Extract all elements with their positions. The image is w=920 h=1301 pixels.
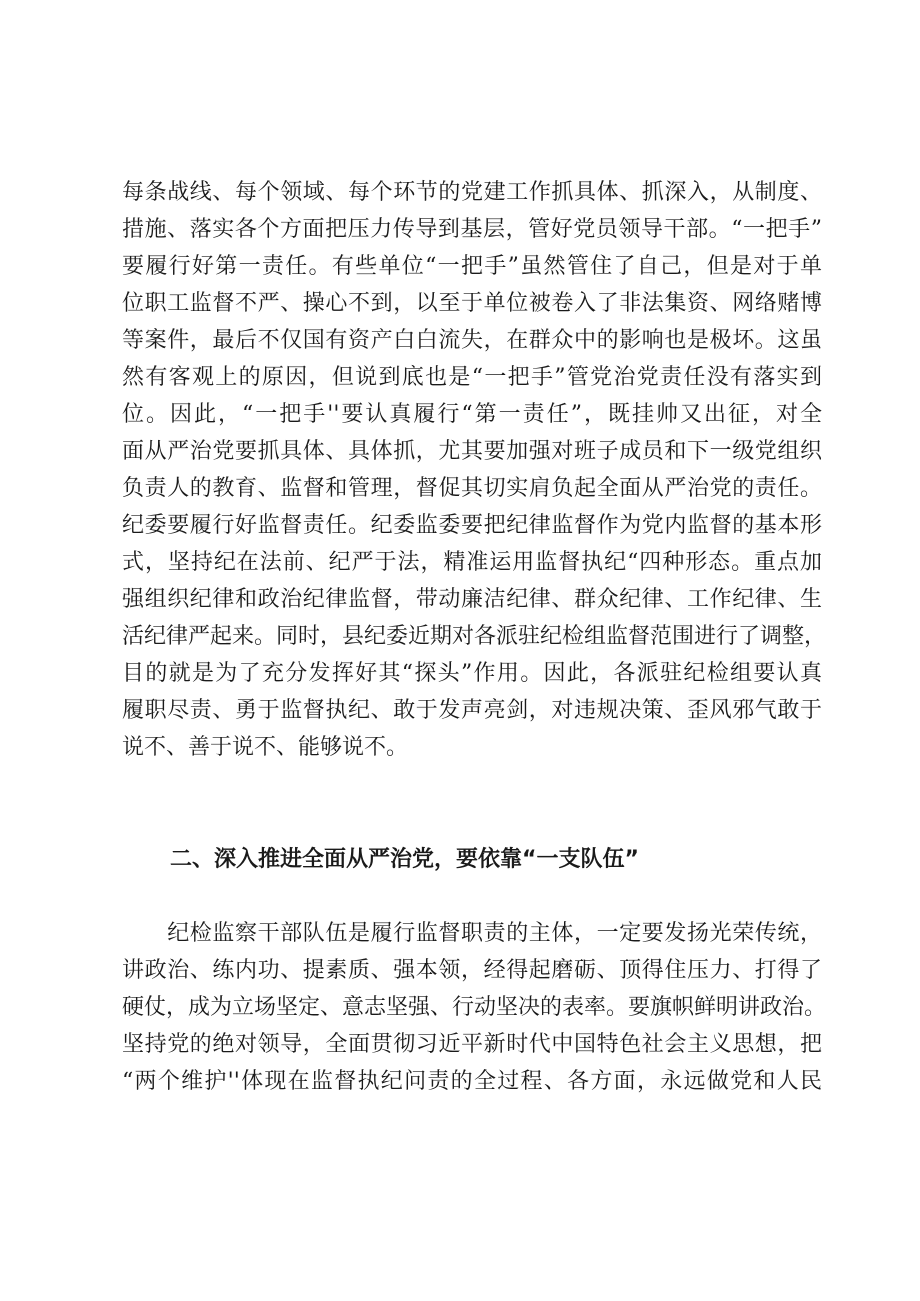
text-line: 目的就是为了充分发挥好其“探头”作用。因此，各派驻纪检组要认真	[122, 661, 822, 686]
section-heading: 二、深入推进全面从严治党，要依靠“一支队伍”	[170, 847, 639, 872]
text-line: 履职尽责、勇于监督执纪、敢于发声亮剑，对违规决策、歪风邪气敢于	[122, 698, 822, 723]
text-line: 然有客观上的原因，但说到底也是“一把手”管党治党责任没有落实到	[122, 365, 822, 390]
text-line: 坚持党的绝对领导，全面贯彻习近平新时代中国特色社会主义思想，把	[122, 1032, 822, 1057]
text-line: 强组织纪律和政治纪律监督，带动廉洁纪律、群众纪律、工作纪律、生	[122, 587, 822, 612]
text-line: 要履行好第一责任。有些单位“一把手”虽然管住了自己，但是对于单	[122, 254, 822, 279]
text-line: 硬仗，成为立场坚定、意志坚强、行动坚决的表率。要旗帜鲜明讲政治。	[122, 995, 827, 1020]
text-line: 每条战线、每个领域、每个环节的党建工作抓具体、抓深入，从制度、	[122, 180, 822, 205]
text-line: 纪委要履行好监督责任。纪委监委要把纪律监督作为党内监督的基本形	[122, 513, 822, 538]
text-line: 位职工监督不严、操心不到，以至于单位被卷入了非法集资、网络赌博	[122, 291, 822, 316]
text-line: 讲政治、练内功、提素质、强本领，经得起磨砺、顶得住压力、打得了	[122, 958, 822, 983]
text-line: 纪检监察干部队伍是履行监督职责的主体，一定要发扬光荣传统，	[122, 921, 822, 946]
text-line: 面从严治党要抓具体、具体抓，尤其要加强对班子成员和下一级党组织	[122, 439, 822, 464]
text-line: 位。因此，“一把手''要认真履行“第一责任”，既挂帅又出征，对全	[122, 402, 822, 427]
text-line: 负责人的教育、监督和管理，督促其切实肩负起全面从严治党的责任。	[122, 476, 822, 501]
text-line: 式，坚持纪在法前、纪严于法，精准运用监督执纪“四种形态。重点加	[122, 550, 822, 575]
text-line: 活纪律严起来。同时，县纪委近期对各派驻纪检组监督范围进行了调整，	[122, 624, 827, 649]
text-line: 等案件，最后不仅国有资产白白流失，在群众中的影响也是极坏。这虽	[122, 328, 822, 353]
paragraph-2	[122, 915, 827, 1100]
text-line: 措施、落实各个方面把压力传导到基层，管好党员领导干部。“一把手”	[122, 217, 822, 242]
paragraph-1	[122, 174, 827, 766]
text-line: 说不、善于说不、能够说不。	[122, 735, 409, 760]
text-line: “两个维护''体现在监督执纪问责的全过程、各方面，永远做党和人民	[122, 1069, 822, 1094]
